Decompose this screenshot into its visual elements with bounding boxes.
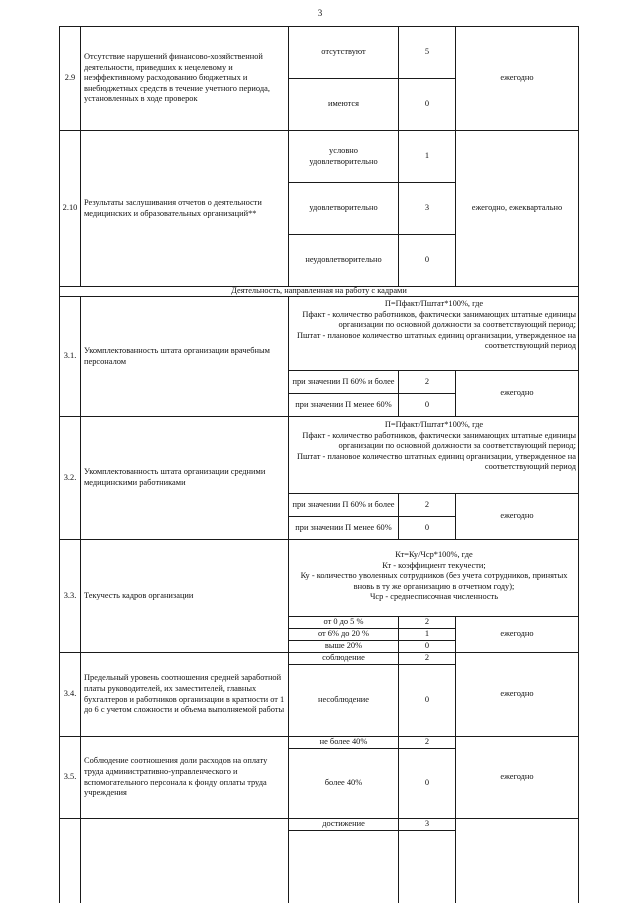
criterion-name: Укомплектованность штата организации средними медицинскими работниками — [84, 467, 266, 487]
formula-block — [292, 420, 576, 473]
score-value: 2 — [424, 617, 430, 627]
option-label: соблюдение — [322, 653, 365, 663]
row-number: 3.2. — [63, 472, 77, 482]
score-value: 0 — [424, 255, 430, 265]
formula-block — [292, 299, 576, 352]
section-heading: Деятельность, направленная на работу с кадрами — [231, 286, 407, 296]
period-label: ежегодно — [500, 629, 534, 639]
option-label: при значении П 60% и более — [292, 499, 395, 509]
score-value: 0 — [424, 641, 430, 651]
period-label: ежегодно, ежеквартально — [471, 203, 563, 213]
criterion-name: Соблюдение соотношения доли расходов на оплату труда административно-управленческого и вспомогательного персонала к фонду оплаты труда учреждения — [84, 756, 268, 798]
formula-line: Чср - среднесписочная численность — [369, 592, 499, 602]
row-number: 2.10 — [62, 203, 78, 213]
score-value: 2 — [424, 737, 430, 747]
formula-line: Кт - коэффициент текучести; — [382, 560, 486, 570]
option-label: имеются — [328, 99, 359, 109]
option-label: условно удовлетворительно — [309, 145, 378, 166]
formula-line: П=Пфакт/Пштат*100%, где — [384, 299, 484, 308]
criterion-name: Укомплектованность штата организации врачебным персоналом — [84, 345, 270, 366]
formula-line: Пфакт - количество работников, фактически занимающих штатные единицы организации по основной должности за соответствующий период; — [302, 430, 576, 451]
score-value: 1 — [424, 151, 430, 161]
score-value: 0 — [424, 778, 430, 788]
score-value: 0 — [424, 99, 430, 109]
score-value: 2 — [424, 376, 430, 386]
period-label: ежегодно — [500, 511, 534, 521]
period-label: ежегодно — [500, 689, 534, 699]
formula-block — [294, 550, 574, 603]
score-value: 0 — [424, 695, 430, 705]
score-value: 0 — [424, 522, 430, 532]
score-value: 3 — [424, 819, 430, 829]
criterion-name: Предельный уровень соотношения средней заработной платы руководителей, их заместителей, главных бухгалтеров и работников организации в кратности от 1 до 6 с учетом сложности и объема выполняемой работы — [84, 673, 285, 715]
score-value: 2 — [424, 499, 430, 509]
formula-line: Пфакт - количество работников, фактически занимающих штатные единицы организации по основной должности за соответствующий период; — [302, 309, 576, 330]
option-label: достижение — [322, 819, 365, 829]
period-label: ежегодно — [500, 772, 534, 782]
table-border-right — [578, 26, 579, 903]
criterion-name: Результаты заслушивания отчетов о деятельности медицинских и образовательных организаций** — [84, 197, 262, 218]
num-column-border — [80, 296, 81, 903]
option-label: неудовлетворительно — [305, 255, 382, 265]
formula-line: Кт=Ку/Чср*100%, где — [395, 550, 473, 559]
score-value: 3 — [424, 203, 430, 213]
option-label: удовлетворительно — [309, 203, 378, 213]
option-label: от 6% до 20 % — [317, 629, 370, 639]
formula-line: Пштат - плановое количество штатных единиц организации, утвержденное на соответствующий период — [296, 451, 576, 472]
row-number: 3.3. — [63, 590, 77, 600]
option-label: отсутствуют — [321, 47, 366, 57]
formula-line: Ку - количество уволенных сотрудников (без учета сотрудников, принятых вновь в ту же организацию в отчетном году); — [300, 571, 568, 591]
option-label: не более 40% — [319, 737, 368, 747]
formula-line: П=Пфакт/Пштат*100%, где — [384, 420, 484, 429]
criterion-name: Текучесть кадров организации — [84, 590, 194, 600]
row-number: 2.9 — [64, 73, 76, 83]
period-label: ежегодно — [500, 73, 534, 83]
row-number: 3.4. — [63, 689, 77, 699]
row-number: 3.5. — [63, 772, 77, 782]
option-label: от 0 до 5 % — [323, 617, 364, 627]
score-value: 2 — [424, 653, 430, 663]
option-label: более 40% — [324, 778, 363, 788]
option-label: при значении П 60% и более — [292, 376, 395, 386]
option-label: при значении П менее 60% — [295, 399, 392, 409]
option-label: при значении П менее 60% — [295, 522, 392, 532]
option-label: несоблюдение — [317, 695, 370, 705]
score-value: 1 — [424, 629, 430, 639]
period-label: ежегодно — [500, 388, 534, 398]
criterion-name: Отсутствие нарушений финансово-хозяйственной деятельности, приведших к нецелевому и неэффективному расходованию бюджетных и внебюджетных средств в течение учетного периода, установленных в ходе проверок — [84, 52, 270, 104]
score-value: 5 — [424, 47, 430, 57]
row-number: 3.1. — [63, 351, 77, 361]
option-separator — [288, 830, 455, 831]
score-value: 0 — [424, 399, 430, 409]
formula-line: Пштат - плановое количество штатных единиц организации, утвержденное на соответствующий период — [296, 330, 576, 351]
num-column-border — [80, 26, 81, 286]
option-label: выше 20% — [324, 641, 363, 651]
page-number: 3 — [317, 8, 323, 18]
